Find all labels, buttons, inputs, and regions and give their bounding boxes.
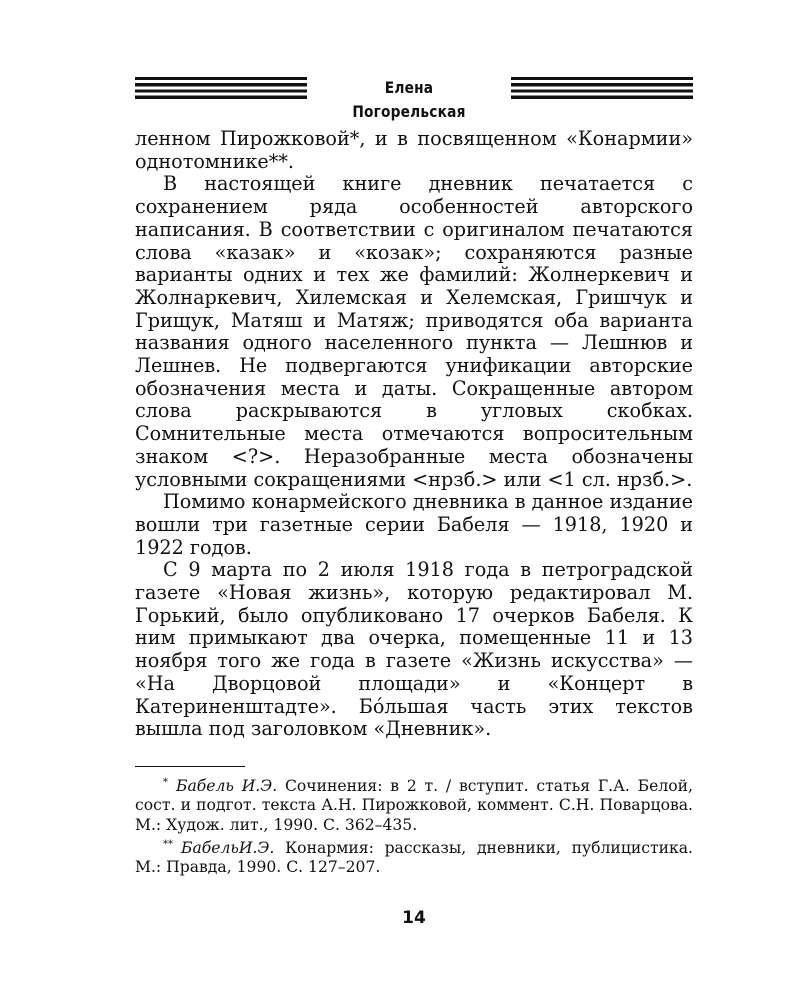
footnotes <box>135 766 693 877</box>
paragraph: ленном Пирожковой*, и в посвященном «Конармии» однотомнике**. <box>135 127 693 173</box>
main-text <box>135 128 693 741</box>
footnote <box>135 773 693 835</box>
running-header <box>135 74 693 121</box>
footnote-mark: * <box>163 777 168 788</box>
header-stripes-left <box>135 77 307 99</box>
footnote-author: Бабель И.Э. <box>176 777 278 795</box>
footnote-rule <box>135 766 245 767</box>
header-stripes-right <box>511 77 693 99</box>
paragraph: С 9 марта по 2 июля 1918 года в петроградской газете «Новая жизнь», которую редактировал М. Горький, было опубликовано 17 очерков Бабеля. К ним примыкают два очерка, помещенные 11 и 13 ноября того же года в газете «Жизнь искусства» — «На Дворцовой площади» и «Концерт в Катериненштадте». Бóльшая часть этих текстов вышла под заголовком «Дневник». <box>135 558 693 741</box>
footnote-text: Конармия: рассказы, дневники, публицистика. М.: Правда, 1990. С. 127–207. <box>135 838 693 877</box>
page-number: 14 <box>402 908 426 928</box>
footnote-mark: ** <box>163 838 173 850</box>
footnote-author: БабельИ.Э. <box>181 838 275 857</box>
paragraph: В настоящей книге дневник печатается с сохранением ряда особенностей авторского написания. В соответствии с оригиналом печатаются слова «казак» и «козак»; сохраняются разные варианты одних и тех же фамилий: Жолнеркевич и Жолнаркевич, Хилемская и Хелемская, Гришчук и Грищук, Матяш и Матяж; приводятся оба варианта названия одного населенного пункта — Лешнюв и Лешнев. Не подвергаются унификации авторские обозначения места и даты. Сокращенные автором слова раскрываются в угловых скобках. Сомнительные места отмечаются вопросительным знаком <?>. Неразобранные места обозначены условными сокращениями <нрзб.> или <1 сл. нрзб.>. <box>135 172 693 491</box>
footnote-text: Сочинения: в 2 т. / вступит. статья Г.А. Белой, сост. и подгот. текста А.Н. Пирожковой, коммент. С.Н. Поварцова. М.: Худож. лит., 1990. С. 362–435. <box>135 777 693 834</box>
paragraph: Помимо конармейского дневника в данное издание вошли три газетные серии Бабеля — 1918, 1920 и 1922 годов. <box>135 490 693 559</box>
footnote <box>135 835 693 878</box>
running-header-author: Елена Погорельская <box>352 78 466 121</box>
